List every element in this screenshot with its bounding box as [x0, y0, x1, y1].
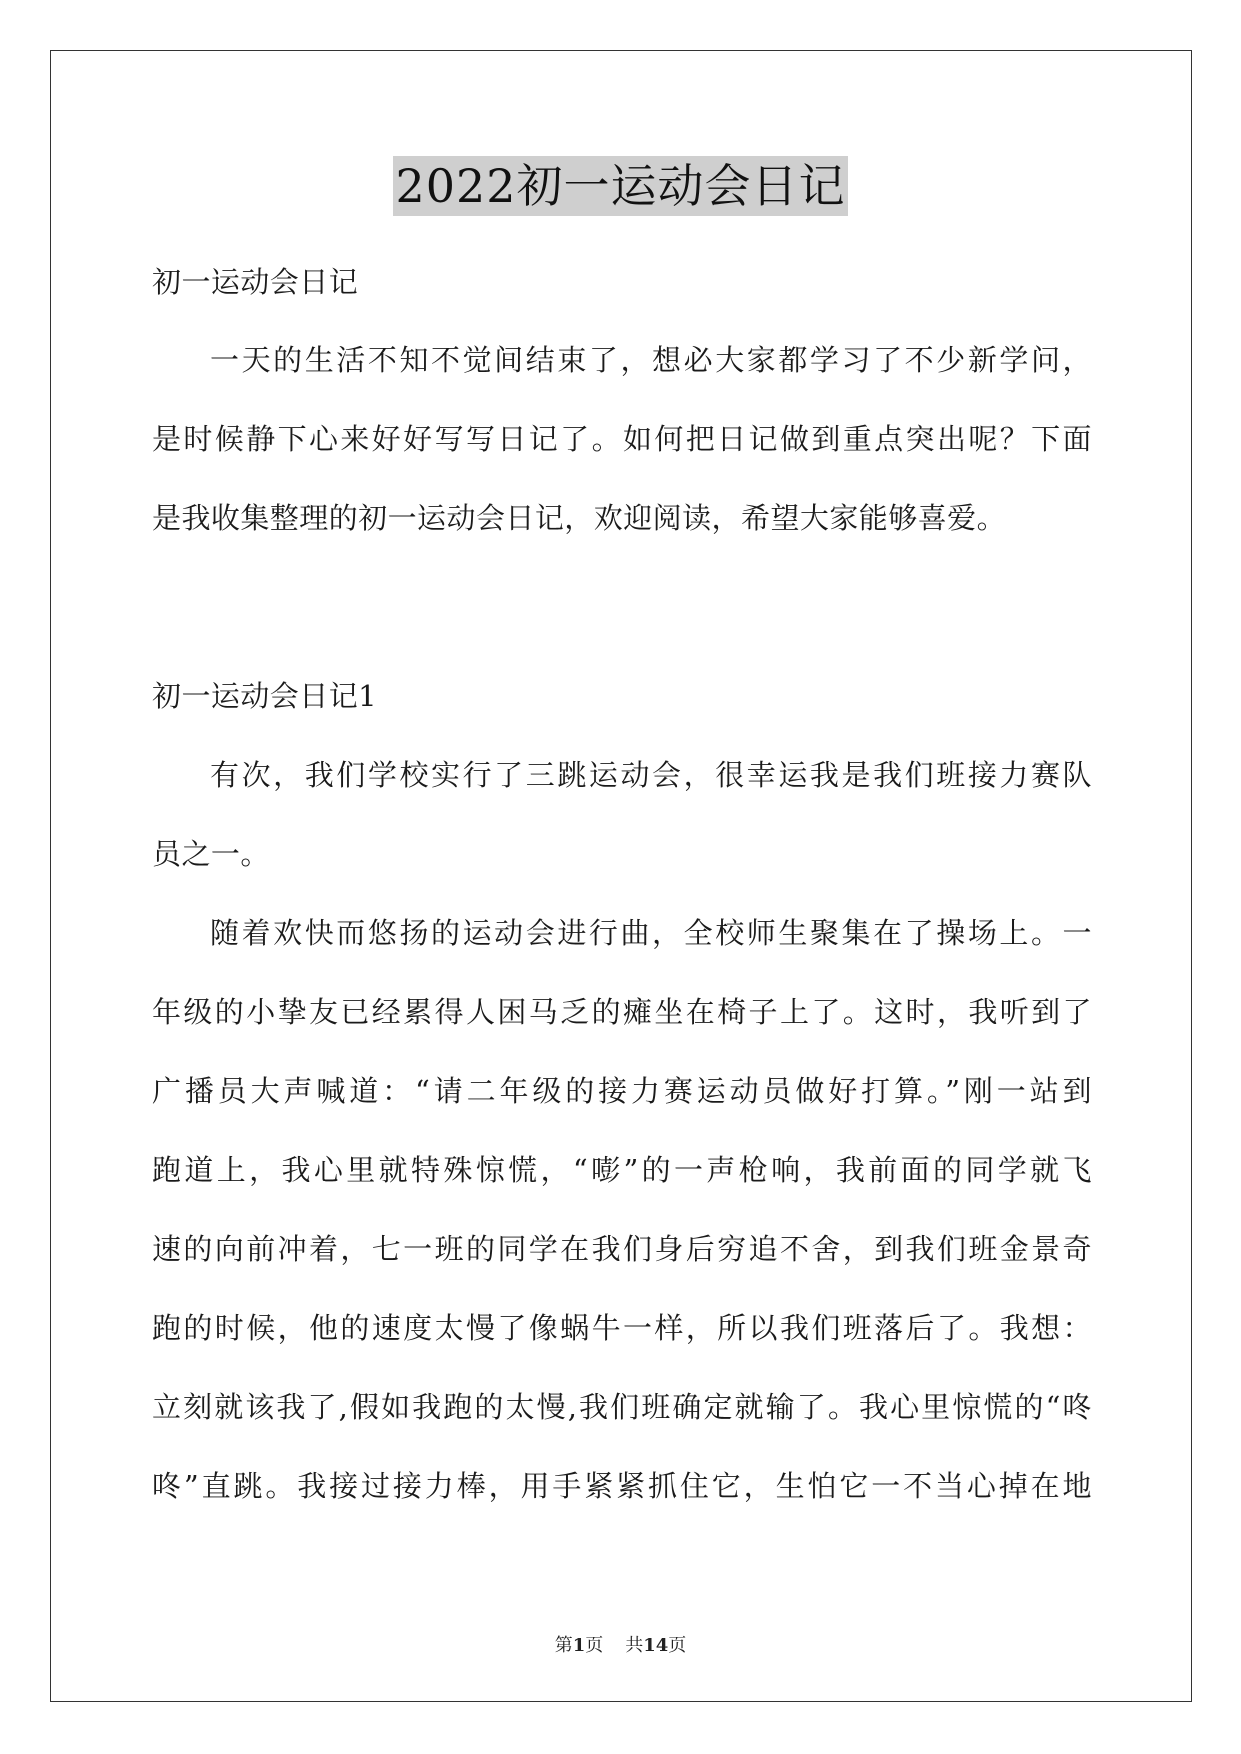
text-line: 立刻就该我了,假如我跑的太慢,我们班确定就输了。我心里惊慌的“咚: [152, 1390, 1092, 1424]
text-line: 初一运动会日记1: [152, 679, 378, 713]
total-label-suffix: 页: [668, 1635, 687, 1656]
text-line: 年级的小挚友已经累得人困马乏的瘫坐在椅子上了。这时，我听到了: [152, 995, 1092, 1029]
text-line: 跑道上，我心里就特殊惊慌，“嘭”的一声枪响，我前面的同学就飞: [152, 1153, 1092, 1187]
page-label-prefix: 第: [554, 1635, 573, 1656]
title-container: [0, 156, 1241, 216]
text-line: 广播员大声喊道：“请二年级的接力赛运动员做好打算。”刚一站到: [152, 1074, 1092, 1108]
total-pages: 14: [643, 1635, 669, 1656]
text-line: 员之一。: [152, 837, 270, 871]
text-line: 咚”直跳。我接过接力棒，用手紧紧抓住它，生怕它一不当心掉在地: [152, 1469, 1092, 1503]
total-label-prefix: 共: [625, 1635, 644, 1656]
document-title: 2022初一运动会日记: [393, 156, 847, 216]
text-line: 有次，我们学校实行了三跳运动会，很幸运我是我们班接力赛队: [210, 758, 1092, 792]
page-footer: [0, 1631, 1241, 1657]
page-label-suffix: 页: [585, 1635, 604, 1656]
text-line: 是时候静下心来好好写写日记了。如何把日记做到重点突出呢？下面: [152, 422, 1092, 456]
text-line: 跑的时候，他的速度太慢了像蜗牛一样，所以我们班落后了。我想：: [152, 1311, 1092, 1345]
text-line: 速的向前冲着，七一班的同学在我们身后穷追不舍，到我们班金景奇: [152, 1232, 1092, 1266]
text-line: 是我收集整理的初一运动会日记，欢迎阅读，希望大家能够喜爱。: [152, 501, 1007, 535]
text-line: 随着欢快而悠扬的运动会进行曲，全校师生聚集在了操场上。一: [210, 916, 1092, 950]
text-line: 初一运动会日记: [152, 265, 359, 299]
page-number: 1: [572, 1635, 586, 1656]
text-line: 一天的生活不知不觉间结束了，想必大家都学习了不少新学问，: [210, 343, 1092, 377]
